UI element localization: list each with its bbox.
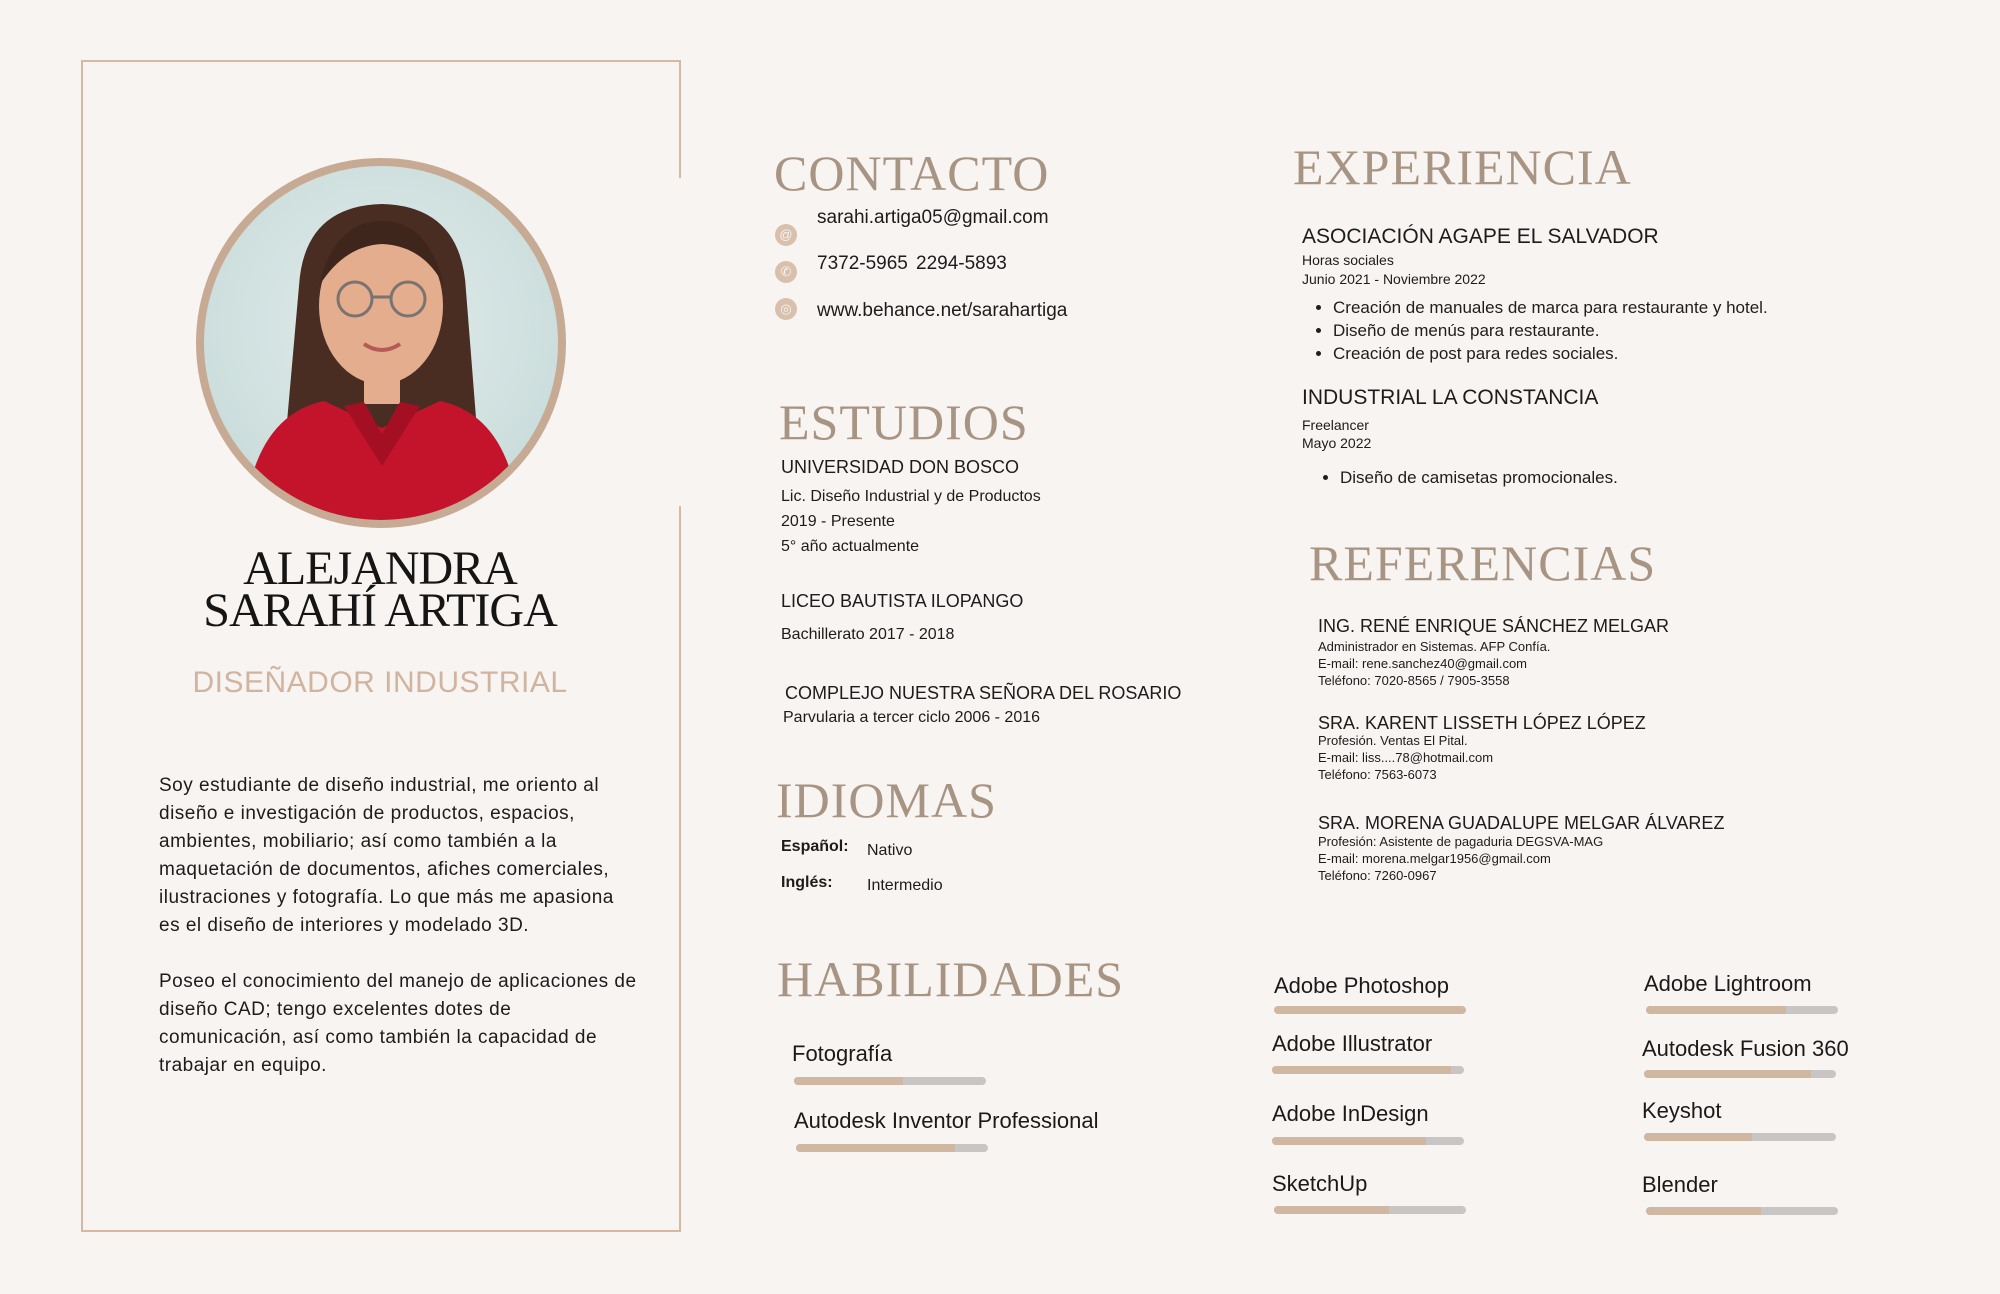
skill-level-fill [796,1144,955,1152]
skill-level-bar [1274,1206,1466,1214]
experience-company-1: ASOCIACIÓN AGAPE EL SALVADOR [1302,225,1659,248]
skill-label: Adobe Lightroom [1644,971,1812,996]
studies-heading: ESTUDIOS [779,394,1029,450]
reference-detail-3c: Teléfono: 7260-0967 [1318,868,1437,883]
contact-email[interactable]: sarahi.artiga05@gmail.com [817,207,1049,228]
skill-level-bar [1272,1066,1464,1074]
study-degree-3: Parvularia a tercer ciclo 2006 - 2016 [783,709,1041,726]
experience-company-2: INDUSTRIAL LA CONSTANCIA [1302,386,1599,409]
reference-name-2: SRA. KARENT LISSETH LÓPEZ LÓPEZ [1318,713,1646,733]
languages-heading: IDIOMAS [776,772,997,828]
skill-level-bar [1272,1137,1464,1145]
language-level-1: Nativo [867,842,913,859]
reference-detail-3b: E-mail: morena.melgar1956@gmail.com [1318,851,1551,866]
skill-level-fill [1272,1066,1451,1074]
reference-detail-3a: Profesión: Asistente de pagaduria DEGSVA-MAG [1318,834,1604,849]
bio-paragraph-1: Soy estudiante de diseño industrial, me oriento al diseño e investigación de productos, espacios, ambientes, mobiliario; así como también a la maquetación de documentos, afiches comerciales, ilustraciones y fotografía. Lo que más me apasiona es el diseño de interiores y modelado 3D. [159,775,614,936]
study-degree-2: Bachillerato 2017 - 2018 [781,626,955,643]
skill-level-bar [796,1144,988,1152]
skill-level-fill [1644,1133,1752,1141]
frame-top [81,60,681,62]
experience-bullets-2 [1310,466,1618,489]
contact-phone-2[interactable]: 2294-5893 [916,253,1007,274]
skill-level-bar [1274,1006,1466,1014]
skill-level-fill [1274,1206,1389,1214]
experience-heading: EXPERIENCIA [1293,139,1632,195]
skill-label: Adobe Illustrator [1272,1031,1433,1056]
experience-bullet: • Diseño de menús para restaurante. [1333,319,1768,342]
reference-name-3: SRA. MORENA GUADALUPE MELGAR ÁLVAREZ [1318,813,1725,833]
study-school-2: LICEO BAUTISTA ILOPANGO [781,591,1024,611]
skill-level-bar [794,1077,986,1085]
skill-level-fill [1646,1006,1786,1014]
reference-detail-2b: E-mail: liss....78@hotmail.com [1318,750,1494,765]
study-school-1: UNIVERSIDAD DON BOSCO [781,457,1020,477]
references-heading: REFERENCIAS [1309,535,1657,591]
reference-detail-2c: Teléfono: 7563-6073 [1318,767,1437,782]
experience-bullet: • Diseño de camisetas promocionales. [1340,466,1618,489]
name-line-2: SARAHÍ ARTIGA [203,584,557,637]
skill-label: Adobe Photoshop [1274,973,1449,998]
skill-label: Keyshot [1642,1098,1722,1123]
portrait-illustration [204,166,558,520]
experience-bullets-1 [1303,296,1768,365]
profile-photo [196,158,566,528]
experience-bullet: • Creación de manuales de marca para restaurante y hotel. [1333,296,1768,319]
web-icon: ◎ [775,298,797,320]
skill-level-fill [1646,1207,1761,1215]
skill-level-fill [1274,1006,1466,1014]
reference-detail-1c: Teléfono: 7020-8565 / 7905-3558 [1318,673,1510,688]
reference-detail-1a: Administrador en Sistemas. AFP Confía. [1318,639,1551,654]
contact-web[interactable]: www.behance.net/sarahartiga [817,300,1068,321]
bio [159,772,639,1108]
frame-right-lower [679,506,681,1232]
study-note-1: 5° año actualmente [781,538,920,555]
phone-icon: ✆ [775,261,797,283]
frame-left [81,60,83,1232]
skill-level-fill [1644,1070,1811,1078]
reference-name-1: ING. RENÉ ENRIQUE SÁNCHEZ MELGAR [1318,616,1670,636]
language-name-2: Inglés: [781,874,833,891]
skill-label: Autodesk Inventor Professional [794,1108,1099,1133]
skills-heading: HABILIDADES [777,951,1125,1007]
reference-detail-2a: Profesión. Ventas El Pital. [1318,733,1468,748]
skill-level-bar [1646,1207,1838,1215]
study-years-1: 2019 - Presente [781,513,895,530]
name-line-1: ALEJANDRA [243,542,517,595]
contact-heading: CONTACTO [774,145,1050,201]
email-icon: @ [775,224,797,246]
bio-paragraph-2: Poseo el conocimiento del manejo de aplicaciones de diseño CAD; tengo excelentes dotes de comunicación, así como también la capacidad de trabajar en equipo. [159,971,637,1076]
skill-label: Autodesk Fusion 360 [1642,1036,1849,1061]
job-title: DISEÑADOR INDUSTRIAL [192,666,568,699]
experience-dates-2: Mayo 2022 [1302,435,1372,451]
experience-bullet: • Creación de post para redes sociales. [1333,342,1768,365]
skill-level-fill [1272,1137,1426,1145]
experience-role-1: Horas sociales [1302,252,1394,268]
study-degree-1: Lic. Diseño Industrial y de Productos [781,488,1041,505]
skill-level-bar [1646,1006,1838,1014]
language-level-2: Intermedio [867,877,943,894]
frame-right-upper [679,60,681,178]
language-name-1: Español: [781,838,849,855]
experience-dates-1: Junio 2021 - Noviembre 2022 [1302,271,1486,287]
skill-label: Adobe InDesign [1272,1101,1429,1126]
contact-phone-1[interactable]: 7372-5965 [817,253,908,274]
skill-label: Blender [1642,1172,1718,1197]
skill-label: Fotografía [792,1041,893,1066]
skill-level-bar [1644,1133,1836,1141]
study-school-3: COMPLEJO NUESTRA SEÑORA DEL ROSARIO [785,683,1182,703]
skill-level-fill [794,1077,903,1085]
skill-label: SketchUp [1272,1171,1368,1196]
skill-level-bar [1644,1070,1836,1078]
reference-detail-1b: E-mail: rene.sanchez40@gmail.com [1318,656,1528,671]
frame-bottom [81,1230,681,1232]
experience-role-2: Freelancer [1302,417,1369,433]
